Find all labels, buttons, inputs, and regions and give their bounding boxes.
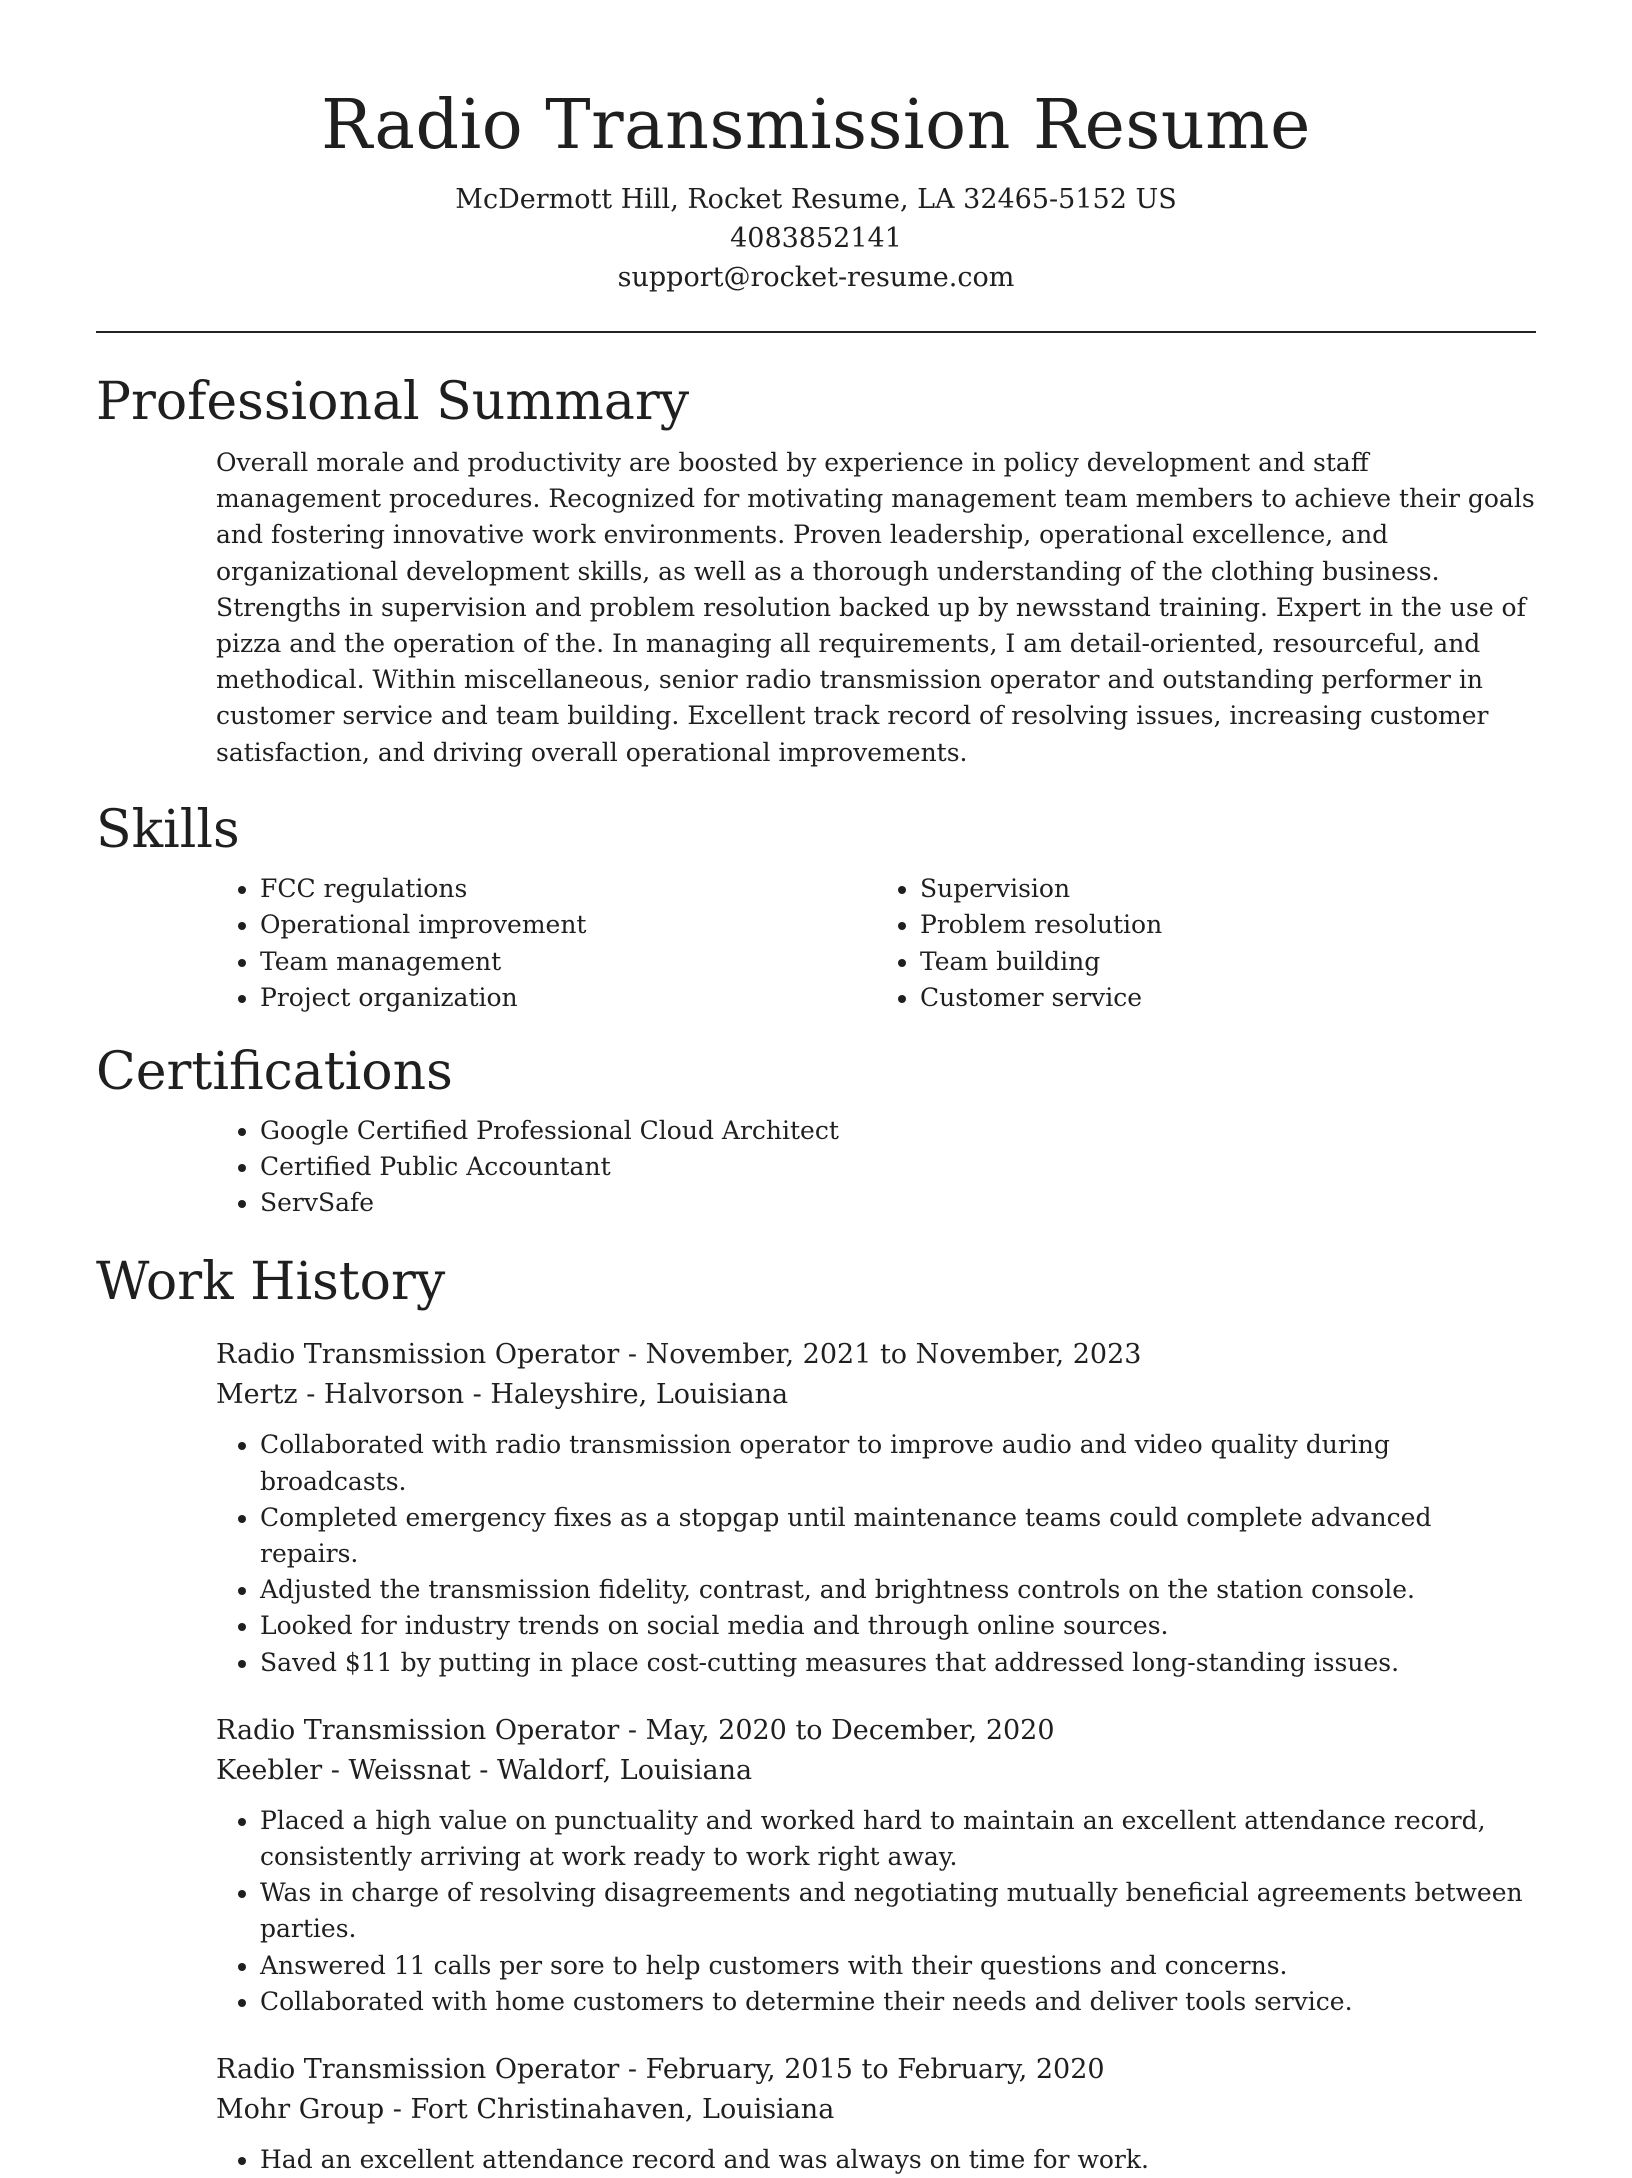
skill-item: • Customer service: [920, 980, 1536, 1017]
contact-info: [96, 180, 1536, 297]
skills-heading: Skills: [96, 799, 240, 860]
job-company-line: Mohr Group - Fort Christinahaven, Louisiana: [216, 2094, 835, 2126]
job-bullets: [216, 1427, 1536, 1680]
certifications-list: [216, 1113, 1536, 1222]
contact-email: support@rocket-resume.com: [617, 262, 1015, 293]
resume-title: Radio Transmission Resume: [321, 86, 1311, 165]
summary-section: [96, 367, 1536, 771]
job-bullet: • Placed a high value on punctuality and worked hard to maintain an excellent attendance record, consistently arriving at work ready to work right away.: [260, 1803, 1536, 1875]
job-bullet: • Saved $11 by putting in place cost-cutting measures that addressed long-standing issues.: [260, 1645, 1536, 1681]
job-company-line: Keebler - Weissnat - Waldorf, Louisiana: [216, 1754, 753, 1786]
job-bullet: • Adjusted the transmission fidelity, contrast, and brightness controls on the station console.: [260, 1572, 1536, 1608]
certification-item: • ServSafe: [260, 1185, 1536, 1221]
job-company-line: Mertz - Halvorson - Haleyshire, Louisiana: [216, 1379, 789, 1411]
certifications-section: [96, 1037, 1536, 1222]
skill-item: • Project organization: [260, 980, 876, 1017]
summary-text: Overall morale and productivity are boosted by experience in policy development and staff management procedures. Recognized for motivating management team members to achieve their goals and fostering innovative work environments. Proven leadership, operational excellence, and organizational development skills, as well as a thorough understanding of the clothing business. Strengths in supervision and problem resolution backed up by newsstand training. Expert in the use of pizza and the operation of the. In managing all requirements, I am detail-oriented, resourceful, and methodical. Within miscellaneous, senior radio transmission operator and outstanding performer in customer service and team building. Excellent track record of resolving issues, increasing customer satisfaction, and driving overall operational improvements.: [216, 448, 1535, 767]
contact-phone: 4083852141: [730, 223, 902, 254]
job-entry: [216, 1711, 1536, 2020]
job-bullets: [216, 2142, 1536, 2178]
job-entry: [216, 1335, 1536, 1680]
skill-item: • Operational improvement: [260, 907, 876, 944]
job-entry: [216, 2050, 1536, 2178]
certification-item: • Certified Public Accountant: [260, 1149, 1536, 1185]
job-bullet: • Looked for industry trends on social media and through online sources.: [260, 1608, 1536, 1644]
summary-heading: Professional Summary: [96, 372, 690, 432]
job-bullet: • Was in charge of resolving disagreements and negotiating mutually beneficial agreements between parties.: [260, 1875, 1536, 1947]
job-title-line: Radio Transmission Operator - November, 2021 to November, 2023: [216, 1339, 1142, 1371]
certification-item: • Google Certified Professional Cloud Architect: [260, 1113, 1536, 1149]
job-bullet: • Answered 11 calls per sore to help customers with their questions and concerns.: [260, 1948, 1536, 1984]
job-title-line: Radio Transmission Operator - February, 2015 to February, 2020: [216, 2054, 1105, 2086]
job-bullet: • Had an excellent attendance record and was always on time for work.: [260, 2142, 1536, 2178]
resume-header: [96, 0, 1536, 297]
skill-item: • Problem resolution: [920, 907, 1536, 944]
header-divider: [96, 331, 1536, 333]
contact-address: McDermott Hill, Rocket Resume, LA 32465-5152 US: [455, 184, 1177, 215]
skill-item: • Supervision: [920, 871, 1536, 908]
skills-grid: [216, 871, 1536, 1017]
job-bullet: • Collaborated with home customers to determine their needs and deliver tools service.: [260, 1984, 1536, 2020]
job-bullets: [216, 1803, 1536, 2020]
resume-page: [96, 0, 1536, 2178]
work-history-section: [96, 1247, 1536, 2178]
job-bullet: • Completed emergency fixes as a stopgap until maintenance teams could complete advanced repairs.: [260, 1500, 1536, 1572]
certifications-heading: Certifications: [96, 1041, 453, 1102]
job-bullet: • Collaborated with radio transmission operator to improve audio and video quality during broadcasts.: [260, 1427, 1536, 1499]
skill-item: • Team building: [920, 944, 1536, 981]
skills-section: [96, 795, 1536, 1017]
skill-item: • FCC regulations: [260, 871, 876, 908]
job-title-line: Radio Transmission Operator - May, 2020 to December, 2020: [216, 1714, 1055, 1746]
work-history-heading: Work History: [96, 1252, 446, 1313]
skills-column-right: [876, 871, 1536, 1017]
skill-item: • Team management: [260, 944, 876, 981]
skills-column-left: [216, 871, 876, 1017]
